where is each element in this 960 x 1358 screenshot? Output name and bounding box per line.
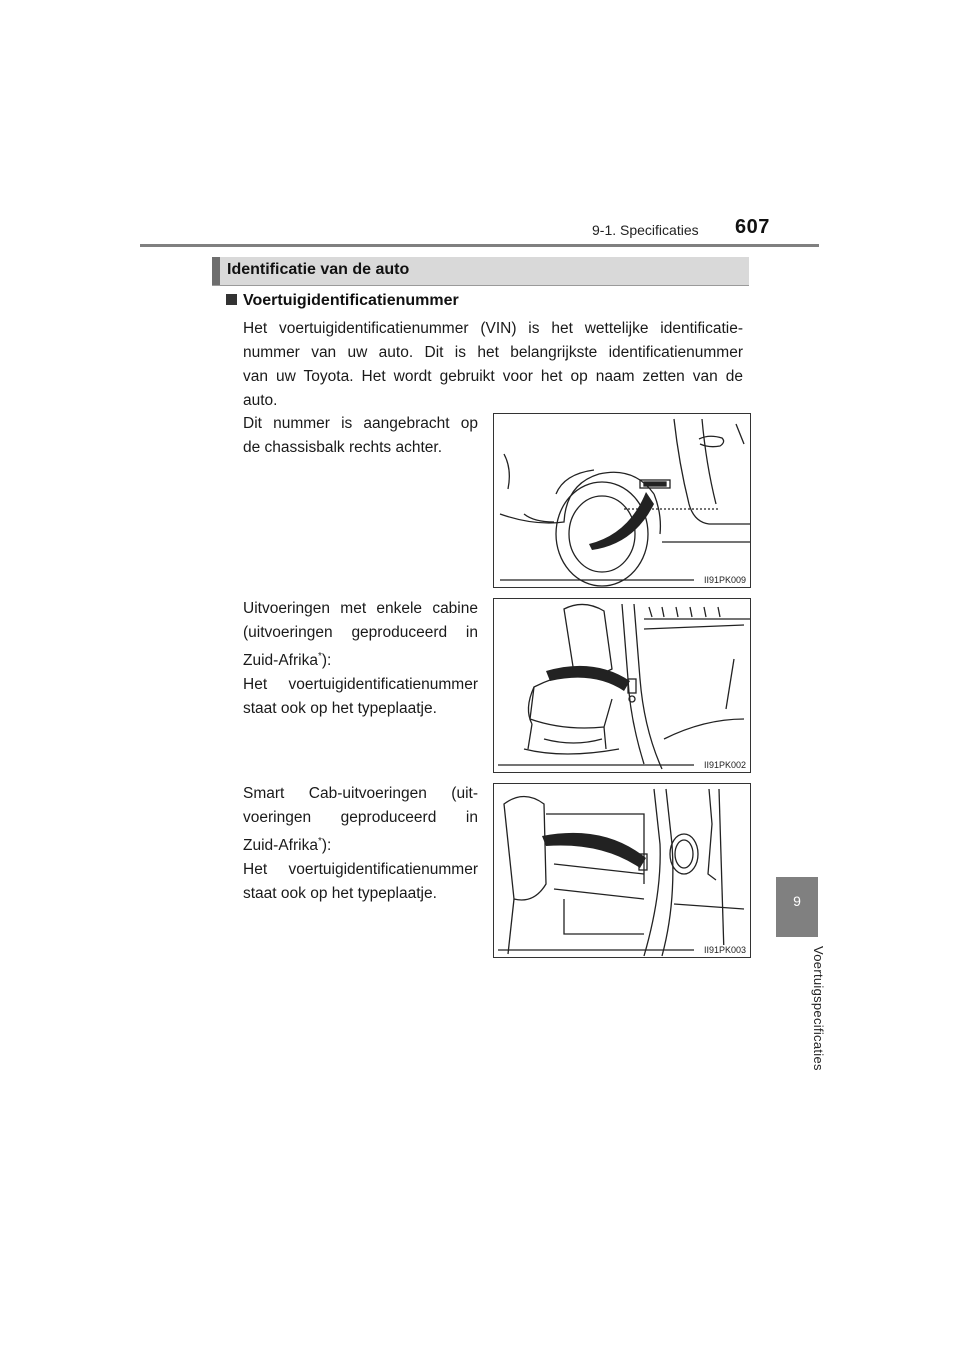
header-rule (140, 244, 819, 247)
caption-text: ): (321, 652, 332, 669)
chapter-tab (776, 877, 818, 937)
intro-paragraph (243, 317, 743, 413)
figure-2-caption (243, 597, 478, 721)
paragraph-line: van uw Toyota. Het wordt gebruikt voor het op naam zetten van de (243, 368, 743, 385)
caption-line: Smart Cab-uitvoeringen (uit- (243, 785, 478, 802)
paragraph-line: nummer van uw auto. Dit is het belangrijkste identificatienummer (243, 344, 743, 361)
caption-text: Zuid-Afrika (243, 652, 318, 669)
caption-line: Het voertuigidentificatienummer (243, 861, 478, 878)
paragraph-line: Het voertuigidentificatienummer (VIN) is het wettelijke identificatie- (243, 320, 743, 337)
figure-code: II91PK009 (703, 575, 746, 585)
caption-line: Het voertuigidentificatienummer (243, 676, 478, 693)
caption-line: staat ook op het typeplaatje. (243, 700, 437, 717)
caption-text: Zuid-Afrika (243, 837, 318, 854)
chapter-label: Voertuigspecificaties (811, 946, 826, 1071)
caption-line: Uitvoeringen met enkele cabine (243, 600, 478, 617)
caption-line: (uitvoeringen geproduceerd in (243, 624, 478, 641)
caption-line: staat ook op het typeplaatje. (243, 885, 437, 902)
subsection-heading-text: Voertuigidentificatienummer (243, 292, 459, 309)
caption-text: ): (321, 837, 332, 854)
figure-single-cab-illustration (493, 598, 751, 773)
figure-rear-chassis-illustration (493, 413, 751, 588)
figure-code: II91PK002 (703, 760, 746, 770)
square-bullet-icon (226, 294, 237, 305)
section-bar-accent (212, 257, 220, 285)
figure-code: II91PK003 (703, 945, 746, 955)
page-number: 607 (735, 216, 770, 238)
paragraph-line: auto. (243, 392, 278, 409)
chapter-number: 9 (793, 893, 801, 909)
single-cab-drawing (494, 599, 750, 772)
running-header-section: 9-1. Specificaties (592, 222, 699, 238)
figure-smart-cab-illustration (493, 783, 751, 958)
subsection-heading (226, 292, 459, 310)
caption-line (243, 645, 478, 673)
asterisk-footnote-mark: * (317, 836, 322, 847)
rear-chassis-drawing (494, 414, 750, 587)
caption-line: voeringen geproduceerd in (243, 809, 478, 826)
section-title: Identificatie van de auto (227, 261, 410, 278)
figure-1-caption (243, 412, 478, 460)
asterisk-footnote-mark: * (317, 651, 322, 662)
smart-cab-drawing (494, 784, 750, 957)
caption-line: de chassisbalk rechts achter. (243, 439, 443, 456)
caption-line (243, 830, 478, 858)
caption-line: Dit nummer is aangebracht op (243, 415, 478, 432)
figure-3-caption (243, 782, 478, 906)
section-title-bar (212, 257, 749, 286)
